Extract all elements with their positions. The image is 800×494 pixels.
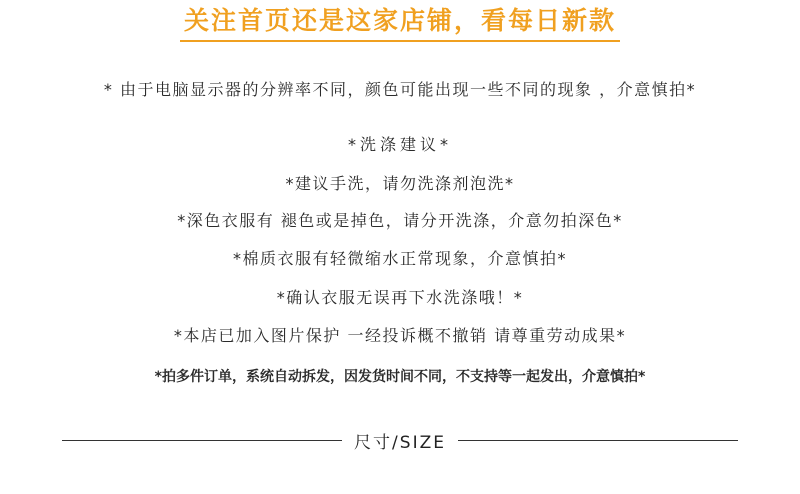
image-protection-notice: *本店已加入图片保护 一经投诉概不撤销 请尊重劳动成果* bbox=[173, 326, 627, 345]
size-divider-right bbox=[458, 440, 738, 441]
confirm-before-wash-notice bbox=[0, 287, 800, 309]
size-section-header bbox=[62, 428, 738, 452]
follow-store-banner-text: 关注首页还是这家店铺，看每日新款 bbox=[180, 6, 620, 42]
multi-order-notice bbox=[0, 365, 800, 388]
confirm-before-wash-highlight: *确认衣服无误再下水洗涤哦！* bbox=[273, 287, 528, 309]
multi-order-highlight: *拍多件订单，系统自动拆发，因发货时间不同，不支持等一起发出，介意慎拍* bbox=[151, 366, 650, 388]
wash-advice-heading: *洗涤建议* bbox=[347, 135, 452, 154]
hand-wash-notice: *建议手洗，请勿洗涤剂泡洗* bbox=[285, 174, 515, 193]
size-section-title: 尺寸/SIZE bbox=[354, 432, 446, 453]
display-color-notice: * 由于电脑显示器的分辨率不同，颜色可能出现一些不同的现象 ，介意慎拍* bbox=[103, 80, 697, 99]
size-divider-left bbox=[62, 440, 342, 441]
dark-color-notice: *深色衣服有 褪色或是掉色，请分开洗涤，介意勿拍深色* bbox=[177, 211, 623, 230]
follow-store-banner bbox=[0, 6, 800, 42]
cotton-shrink-notice: *棉质衣服有轻微缩水正常现象，介意慎拍* bbox=[232, 249, 567, 268]
